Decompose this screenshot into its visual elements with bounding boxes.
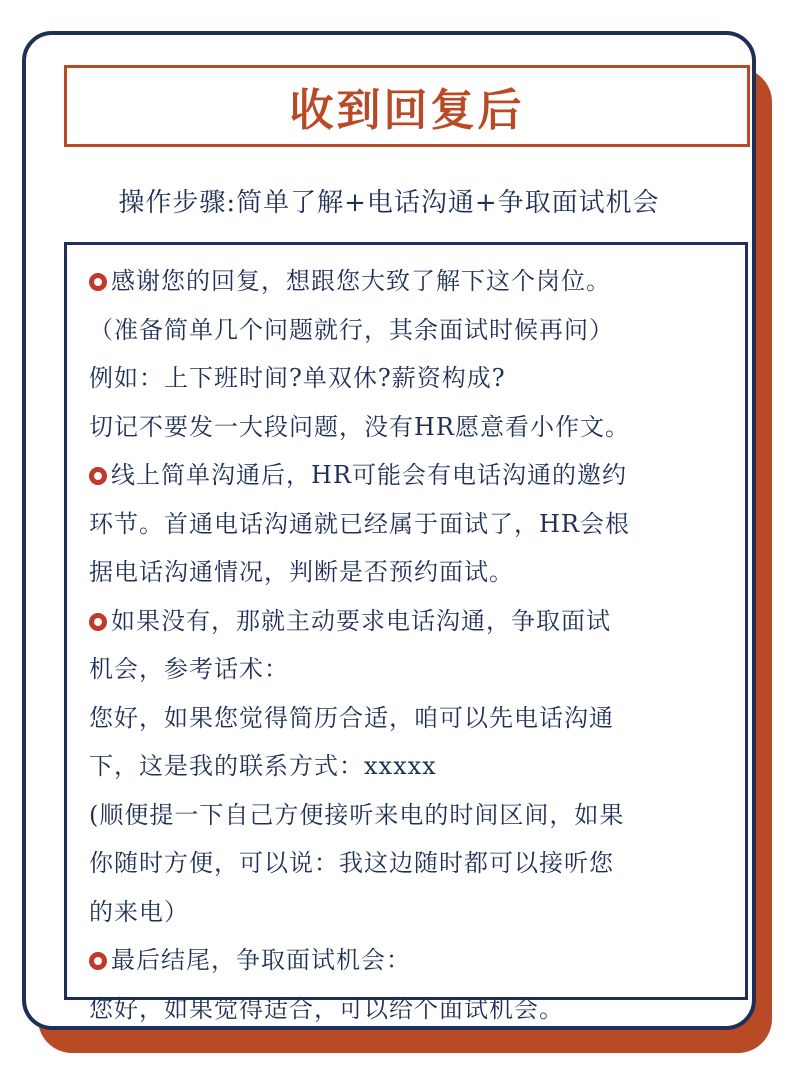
content-line: [89, 306, 735, 355]
content-line: [89, 403, 735, 452]
line-text: 据电话沟通情况，判断是否预约面试。: [89, 558, 514, 586]
line-text: 环节。首通电话沟通就已经属于面试了，HR会根: [89, 509, 630, 538]
line-text: 最后结尾，争取面试机会：: [111, 946, 411, 974]
circle-bullet-icon: [89, 952, 107, 970]
line-text: （准备简单几个问题就行，其余面试时候再问）: [89, 315, 614, 344]
line-text: 例如：上下班时间?单双休?薪资构成?: [89, 364, 506, 392]
circle-bullet-icon: [89, 467, 107, 485]
content-line: [89, 839, 735, 888]
content-line: [89, 985, 735, 1034]
card: [22, 31, 756, 1030]
line-text: 您好，如果您觉得简历合适，咱可以先电话沟通: [89, 703, 614, 732]
line-text: (顺便提一下自己方便接听来电的时间区间，如果: [89, 800, 625, 829]
line-text: 下，这是我的联系方式：xxxxx: [89, 752, 437, 780]
content-line: [89, 936, 735, 985]
circle-bullet-icon: [89, 613, 107, 631]
content-line: [89, 548, 735, 597]
content-line: [89, 500, 735, 549]
content-line: [89, 597, 735, 646]
title-box: [64, 65, 750, 147]
content-line: [89, 451, 735, 500]
line-text: 如果没有，那就主动要求电话沟通，争取面试: [111, 606, 611, 635]
content-line: [89, 742, 735, 791]
line-text: 你随时方便，可以说：我这边随时都可以接听您: [89, 849, 614, 877]
content-line: [89, 257, 735, 306]
line-text: 的来电）: [89, 897, 189, 926]
subtitle: 操作步骤:简单了解+电话沟通+争取面试机会: [118, 188, 660, 218]
line-text: 切记不要发一大段问题，没有HR愿意看小作文。: [89, 412, 630, 441]
line-text: 您好，如果觉得适合，可以给个面试机会。: [89, 994, 564, 1023]
content-line: [89, 791, 735, 840]
content-line: [89, 888, 735, 937]
circle-bullet-icon: [89, 273, 107, 291]
line-text: 感谢您的回复，想跟您大致了解下这个岗位。: [111, 267, 611, 295]
content-box: [64, 242, 748, 1023]
content-line: [89, 645, 735, 694]
line-text: 机会，参考话术：: [89, 655, 289, 683]
page-title: 收到回复后: [289, 85, 525, 136]
content-line: [89, 694, 735, 743]
line-text: 线上简单沟通后，HR可能会有电话沟通的邀约: [111, 461, 627, 489]
content-line: [89, 354, 735, 403]
